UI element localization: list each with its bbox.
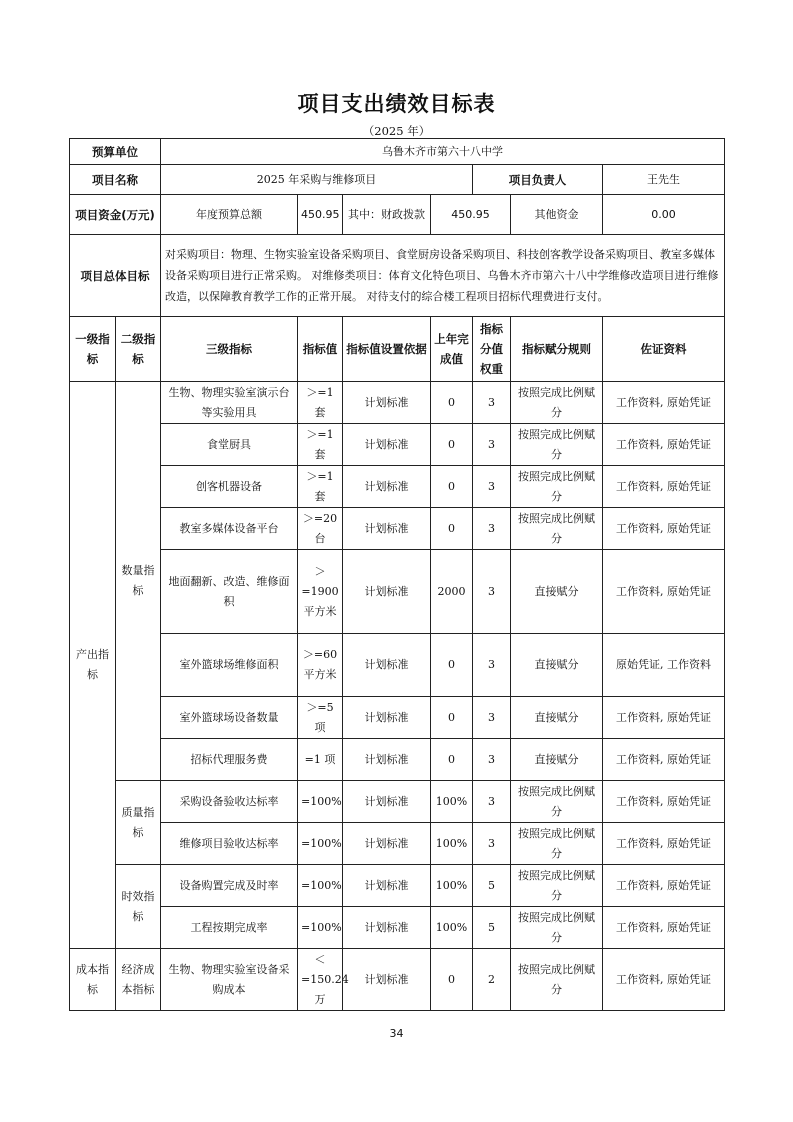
indicator-basis: 计划标准 xyxy=(343,508,431,550)
quality-indicator-cell: 质量指标 xyxy=(116,781,161,865)
indicator-name: 生物、物理实验室设备采购成本 xyxy=(161,949,298,1011)
quantity-indicator-cell: 数量指标 xyxy=(116,382,161,781)
indicator-basis: 计划标准 xyxy=(343,781,431,823)
annual-budget-value: 450.95 xyxy=(298,195,343,235)
weight-value: 3 xyxy=(473,823,511,865)
weight-header: 指标分值权重 xyxy=(473,317,511,382)
budget-unit-label: 预算单位 xyxy=(70,139,161,165)
weight-value: 3 xyxy=(473,550,511,634)
indicator-basis: 计划标准 xyxy=(343,634,431,697)
indicator-name: 室外篮球场维修面积 xyxy=(161,634,298,697)
indicator-name: 教室多媒体设备平台 xyxy=(161,508,298,550)
rule-header: 指标赋分规则 xyxy=(511,317,603,382)
evidence: 工作资料, 原始凭证 xyxy=(603,907,725,949)
level2-header: 二级指标 xyxy=(116,317,161,382)
evidence: 工作资料, 原始凭证 xyxy=(603,949,725,1011)
evidence: 工作资料, 原始凭证 xyxy=(603,508,725,550)
indicator-value: ＞=1套 xyxy=(298,424,343,466)
last-year-value: 0 xyxy=(431,466,473,508)
scoring-rule: 按照完成比例赋分 xyxy=(511,823,603,865)
overall-goal-text: 对采购项目：物理、生物实验室设备采购项目、食堂厨房设备采购项目、科技创客教学设备采购项目、教室多媒体设备采购项目进行正常采购。 对维修类项目：体育文化特色项目、乌鲁木齐市第六十八中学维修改造项目进行维修改造，以保障教育教学工作的正常开展。 对待支付的综合楼工程项目招标代理费进行支付。 xyxy=(161,235,725,317)
weight-value: 3 xyxy=(473,382,511,424)
scoring-rule: 按照完成比例赋分 xyxy=(511,781,603,823)
indicator-value: ＞=1900平方米 xyxy=(298,550,343,634)
economic-cost-indicator-cell: 经济成本指标 xyxy=(116,949,161,1011)
evidence: 工作资料, 原始凭证 xyxy=(603,697,725,739)
scoring-rule: 按照完成比例赋分 xyxy=(511,949,603,1011)
indicator-value: =100% xyxy=(298,907,343,949)
indicator-value: =1 项 xyxy=(298,739,343,781)
basis-header: 指标值设置依据 xyxy=(343,317,431,382)
weight-value: 3 xyxy=(473,508,511,550)
last-year-value: 2000 xyxy=(431,550,473,634)
indicator-basis: 计划标准 xyxy=(343,823,431,865)
table-row xyxy=(70,907,725,949)
scoring-rule: 直接赋分 xyxy=(511,697,603,739)
weight-value: 3 xyxy=(473,466,511,508)
cost-indicator-cell: 成本指标 xyxy=(70,949,116,1011)
weight-value: 3 xyxy=(473,634,511,697)
evidence: 工作资料, 原始凭证 xyxy=(603,382,725,424)
project-name-label: 项目名称 xyxy=(70,165,161,195)
indicator-name: 创客机器设备 xyxy=(161,466,298,508)
fiscal-allocation-value: 450.95 xyxy=(431,195,511,235)
indicator-name: 采购设备验收达标率 xyxy=(161,781,298,823)
scoring-rule: 按照完成比例赋分 xyxy=(511,466,603,508)
table-row xyxy=(70,697,725,739)
indicator-name: 维修项目验收达标率 xyxy=(161,823,298,865)
indicator-value: ＞=1套 xyxy=(298,382,343,424)
indicator-basis: 计划标准 xyxy=(343,424,431,466)
indicator-name: 设备购置完成及时率 xyxy=(161,865,298,907)
indicator-name: 地面翻新、改造、维修面积 xyxy=(161,550,298,634)
scoring-rule: 按照完成比例赋分 xyxy=(511,508,603,550)
evidence: 工作资料, 原始凭证 xyxy=(603,739,725,781)
table-row xyxy=(70,781,725,823)
table-row xyxy=(70,508,725,550)
level3-header: 三级指标 xyxy=(161,317,298,382)
table-row xyxy=(70,739,725,781)
table-row xyxy=(70,823,725,865)
scoring-rule: 直接赋分 xyxy=(511,550,603,634)
project-manager-value: 王先生 xyxy=(603,165,725,195)
table-row xyxy=(70,382,725,424)
indicator-value: =100% xyxy=(298,781,343,823)
weight-value: 3 xyxy=(473,739,511,781)
indicator-basis: 计划标准 xyxy=(343,550,431,634)
indicator-value: ＜=150.24万 xyxy=(298,949,343,1011)
scoring-rule: 按照完成比例赋分 xyxy=(511,907,603,949)
indicator-basis: 计划标准 xyxy=(343,907,431,949)
last-year-value: 0 xyxy=(431,949,473,1011)
page-number: 34 xyxy=(389,1027,404,1040)
weight-value: 3 xyxy=(473,424,511,466)
weight-value: 3 xyxy=(473,781,511,823)
performance-table xyxy=(69,138,725,1011)
indicator-name: 室外篮球场设备数量 xyxy=(161,697,298,739)
scoring-rule: 按照完成比例赋分 xyxy=(511,865,603,907)
last-year-value: 0 xyxy=(431,508,473,550)
fiscal-allocation-label: 其中：财政拨款 xyxy=(343,195,431,235)
table-row xyxy=(70,634,725,697)
indicator-basis: 计划标准 xyxy=(343,697,431,739)
last-year-value: 100% xyxy=(431,823,473,865)
last-year-value: 0 xyxy=(431,382,473,424)
last-year-value: 100% xyxy=(431,865,473,907)
weight-value: 5 xyxy=(473,907,511,949)
evidence: 原始凭证, 工作资料 xyxy=(603,634,725,697)
evidence: 工作资料, 原始凭证 xyxy=(603,823,725,865)
scoring-rule: 按照完成比例赋分 xyxy=(511,424,603,466)
indicator-name: 生物、物理实验室演示台等实验用具 xyxy=(161,382,298,424)
last-year-value: 0 xyxy=(431,739,473,781)
indicator-basis: 计划标准 xyxy=(343,739,431,781)
last-year-value: 0 xyxy=(431,634,473,697)
indicator-value: ＞=1套 xyxy=(298,466,343,508)
year-label: （2025 年） xyxy=(362,124,431,138)
indicator-value: ＞=5项 xyxy=(298,697,343,739)
evidence: 工作资料, 原始凭证 xyxy=(603,781,725,823)
indicator-basis: 计划标准 xyxy=(343,382,431,424)
indicator-basis: 计划标准 xyxy=(343,949,431,1011)
evidence: 工作资料, 原始凭证 xyxy=(603,865,725,907)
project-manager-label: 项目负责人 xyxy=(473,165,603,195)
value-header: 指标值 xyxy=(298,317,343,382)
last-year-value: 100% xyxy=(431,907,473,949)
overall-goal-label: 项目总体目标 xyxy=(70,235,161,317)
indicator-value: =100% xyxy=(298,823,343,865)
weight-value: 5 xyxy=(473,865,511,907)
table-row xyxy=(70,865,725,907)
output-indicator-cell: 产出指标 xyxy=(70,382,116,949)
page-title: 项目支出绩效目标表 xyxy=(297,92,496,116)
last-year-value: 100% xyxy=(431,781,473,823)
evidence: 工作资料, 原始凭证 xyxy=(603,550,725,634)
indicator-basis: 计划标准 xyxy=(343,466,431,508)
other-funds-value: 0.00 xyxy=(603,195,725,235)
project-funds-label: 项目资金(万元) xyxy=(70,195,161,235)
evidence: 工作资料, 原始凭证 xyxy=(603,424,725,466)
other-funds-label: 其他资金 xyxy=(511,195,603,235)
indicator-value: ＞=60平方米 xyxy=(298,634,343,697)
weight-value: 2 xyxy=(473,949,511,1011)
weight-value: 3 xyxy=(473,697,511,739)
indicator-name: 招标代理服务费 xyxy=(161,739,298,781)
last-year-header: 上年完成值 xyxy=(431,317,473,382)
evidence-header: 佐证资料 xyxy=(603,317,725,382)
table-row xyxy=(70,949,725,1011)
last-year-value: 0 xyxy=(431,697,473,739)
indicator-name: 食堂厨具 xyxy=(161,424,298,466)
indicator-value: ＞=20台 xyxy=(298,508,343,550)
budget-unit-value: 乌鲁木齐市第六十八中学 xyxy=(161,139,725,165)
level1-header: 一级指标 xyxy=(70,317,116,382)
table-row xyxy=(70,466,725,508)
evidence: 工作资料, 原始凭证 xyxy=(603,466,725,508)
table-row xyxy=(70,424,725,466)
indicator-name: 工程按期完成率 xyxy=(161,907,298,949)
annual-budget-label: 年度预算总额 xyxy=(161,195,298,235)
indicator-value: =100% xyxy=(298,865,343,907)
scoring-rule: 直接赋分 xyxy=(511,739,603,781)
indicator-basis: 计划标准 xyxy=(343,865,431,907)
timeliness-indicator-cell: 时效指标 xyxy=(116,865,161,949)
table-row xyxy=(70,550,725,634)
scoring-rule: 按照完成比例赋分 xyxy=(511,382,603,424)
last-year-value: 0 xyxy=(431,424,473,466)
project-name-value: 2025 年采购与维修项目 xyxy=(161,165,473,195)
scoring-rule: 直接赋分 xyxy=(511,634,603,697)
